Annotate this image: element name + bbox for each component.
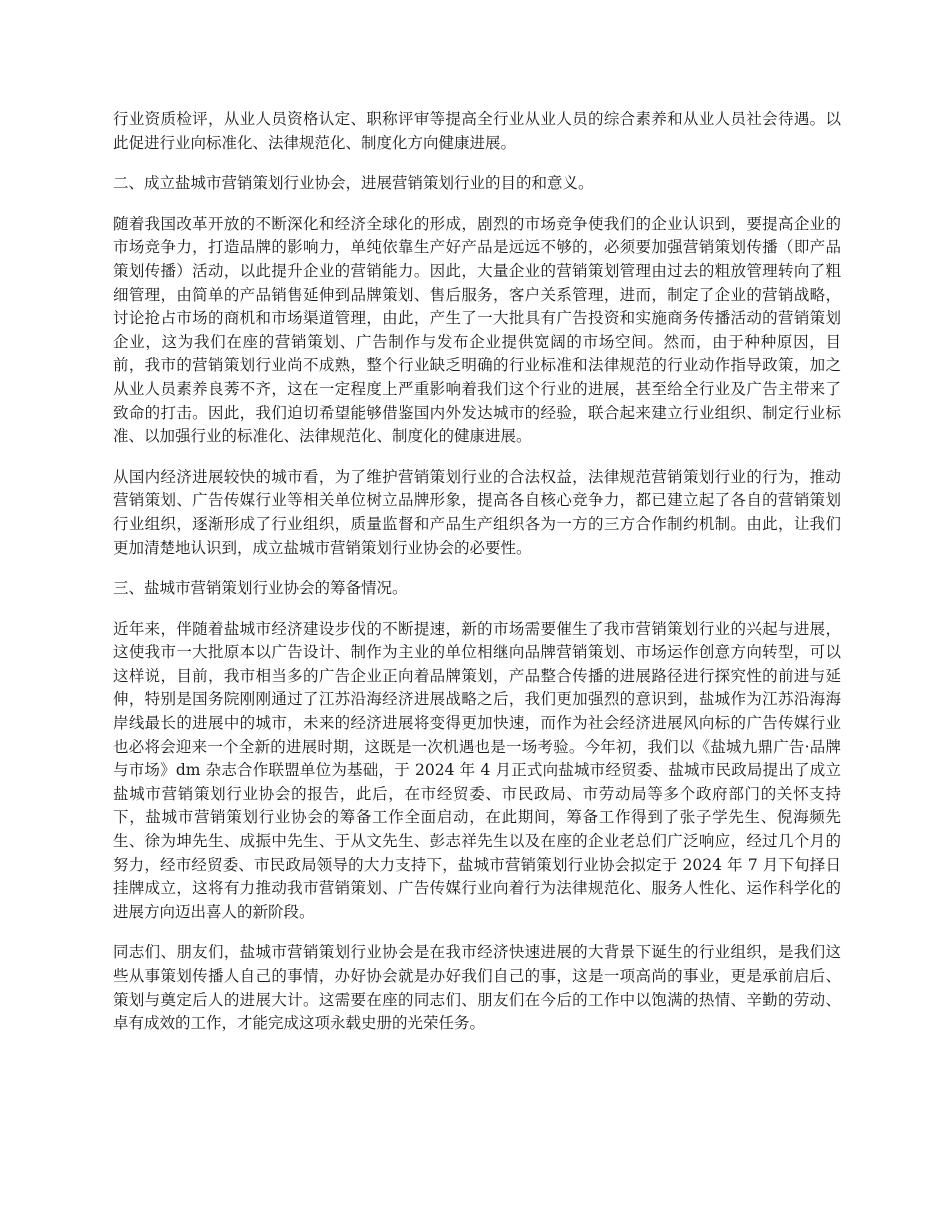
section-heading: 三、盐城市营销策划行业协会的筹备情况。 <box>113 579 408 598</box>
paragraph: 近年来，伴随着盐城市经济建设步伐的不断提速，新的市场需要催生了我市营销策划行业的兴起与进展，这使我市一大批原本以广告设计、制作为主业的单位相继向品牌营销策划、市场运作创意方向转型，可以这样说，目前，我市相当多的广告企业正向着品牌策划，产品整合传播的进展路径进行探究性的前进与延伸，特别是国务院刚刚通过了江苏沿海经济进展战略之后，我们更加强烈的意识到，盐城作为江苏沿海海岸线最长的进展中的城市，未来的经济进展将变得更加快速，而作为社会经济进展风向标的广告传媒行业也必将会迎来一个全新的进展时期，这既是一次机遇也是一场考验。今年初，我们以《盐城九鼎广告·品牌与市场》dm 杂志合作联盟单位为基础，于 2024 年 4 月正式向盐城市经贸委、盐城市民政局提出了成立盐城市营销策划行业协会的报告，此后，在市经贸委、市民政局、市劳动局等多个政府部门的关怀支持下，盐城市营销策划行业协会的筹备工作全面启动，在此期间，筹备工作得到了张子学先生、倪海频先生、徐为坤先生、成振中先生、于从文先生、彭志祥先生以及在座的企业老总们广泛响应，经过几个月的努力，经市经贸委、市民政局领导的大力支持下，盐城市营销策划行业协会拟定于 2024 年 7 月下旬择日挂牌成立，这将有力推动我市营销策划、广告传媒行业向着行为法律规范化、服务人性化、运作科学化的进展方向迈出喜人的新阶段。 <box>113 619 841 921</box>
paragraph: 行业资质检评，从业人员资格认定、职称评审等提高全行业从业人员的综合素养和从业人员社会待遇。以此促进行业向标准化、法律规范化、制度化方向健康进展。 <box>113 110 841 152</box>
paragraph: 随着我国改革开放的不断深化和经济全球化的形成，剧烈的市场竞争使我们的企业认识到，要提高企业的市场竞争力，打造品牌的影响力，单纯依靠生产好产品是远远不够的，必须要加强营销策划传播（即产品策划传播）活动，以此提升企业的营销能力。因此，大量企业的营销策划管理由过去的粗放管理转向了粗细管理，由简单的产品销售延伸到品牌策划、售后服务，客户关系管理，进而，制定了企业的营销战略，讨论抢占市场的商机和市场渠道管理，由此，产生了一大批具有广告投资和实施商务传播活动的营销策划企业，这为我们在座的营销策划、广告制作与发布企业提供宽阔的市场空间。然而，由于种种原因，目前，我市的营销策划行业尚不成熟，整个行业缺乏明确的行业标准和法律规范的行业动作指导政策，加之从业人员素养良莠不齐，这在一定程度上严重影响着我们这个行业的进展，甚至给全行业及广告主带来了致命的打击。因此，我们迫切希望能够借鉴国内外发达城市的经验，联合起来建立行业组织、制定行业标准、以加强行业的标准化、法律规范化、制度化的健康进展。 <box>113 214 841 446</box>
paragraph: 同志们、朋友们，盐城市营销策划行业协会是在我市经济快速进展的大背景下诞生的行业组织，是我们这些从事策划传播人自己的事情，办好协会就是办好我们自己的事，这是一项高尚的事业，更是承前启后、策划与奠定后人的进展大计。这需要在座的同志们、朋友们在今后的工作中以饱满的热情、辛勤的劳动、卓有成效的工作，才能完成这项永载史册的光荣任务。 <box>113 943 841 1033</box>
document-body <box>113 108 841 1053</box>
section-heading: 二、成立盐城市营销策划行业协会，进展营销策划行业的目的和意义。 <box>113 174 594 193</box>
paragraph: 从国内经济进展较快的城市看，为了维护营销策划行业的合法权益，法律规范营销策划行业的行为，推动营销策划、广告传媒行业等相关单位树立品牌形象，提高各自核心竞争力，都已建立起了各自的营销策划行业组织，逐渐形成了行业组织，质量监督和产品生产组织各为一方的三方合作制约机制。由此，让我们更加清楚地认识到，成立盐城市营销策划行业协会的必要性。 <box>113 467 841 557</box>
